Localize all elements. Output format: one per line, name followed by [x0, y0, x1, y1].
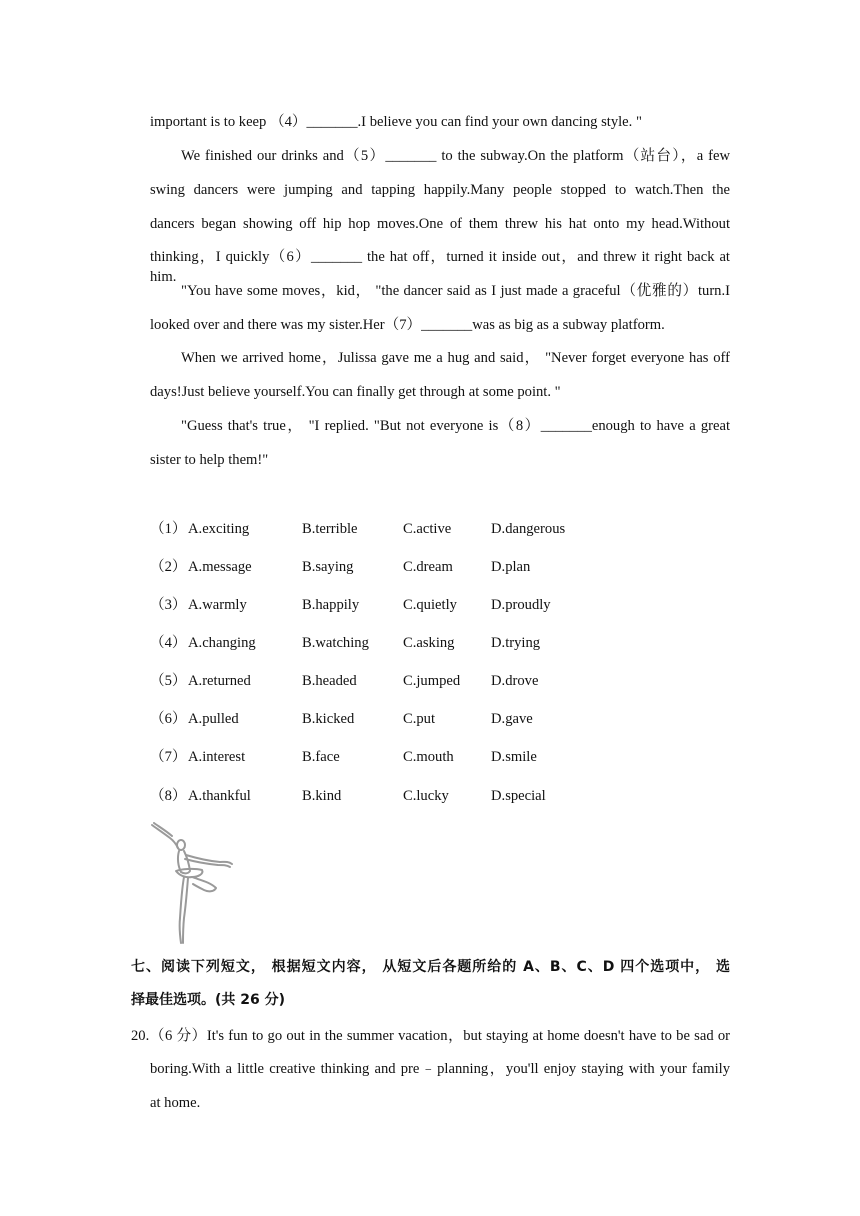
option-b: B.face [302, 749, 340, 765]
option-b: B.kicked [302, 711, 355, 727]
passage-line-11: sister to help them!" [150, 452, 269, 468]
option-d: D.dangerous [491, 521, 566, 537]
option-number: （8） [150, 788, 187, 804]
option-a: A.thankful [188, 788, 251, 804]
question-20-line-2: boring.With a little creative thinking and pre﹣planning，you'll enjoy staying with your family [150, 1061, 730, 1077]
passage-line-9: days!Just believe yourself.You can finally get through at some point. " [150, 384, 561, 400]
passage-line-6: "You have some moves，kid， "the dancer said as I just made a graceful（优雅的）turn.I [181, 283, 730, 299]
passage-line-7: looked over and there was my sister.Her（7）_______was as big as a subway platform. [150, 317, 665, 333]
option-a: A.message [188, 559, 252, 575]
option-b: B.headed [302, 673, 357, 689]
option-d: D.special [491, 788, 546, 804]
passage-line-1: important is to keep （4）_______.I believe you can find your own dancing style. " [150, 114, 642, 130]
section-heading-line-1: 七、阅读下列短文， 根据短文内容， 从短文后各题所给的 A、B、C、D 四个选项中， 选 [131, 959, 730, 975]
option-b: B.happily [302, 597, 360, 613]
option-b: B.watching [302, 635, 369, 651]
option-d: D.smile [491, 749, 537, 765]
option-a: A.changing [188, 635, 256, 651]
ballet-dancer-icon [148, 822, 234, 944]
option-c: C.quietly [403, 597, 457, 613]
option-number: （1） [150, 521, 187, 537]
passage-line-10: "Guess that's true， "I replied. "But not everyone is（8）_______enough to have a great [181, 418, 730, 434]
passage-line-8: When we arrived home，Julissa gave me a hug and said， "Never forget everyone has off [181, 350, 730, 366]
option-a: A.pulled [188, 711, 239, 727]
option-d: D.trying [491, 635, 541, 651]
option-number: （7） [150, 749, 187, 765]
option-c: C.mouth [403, 749, 454, 765]
option-number: （5） [150, 673, 187, 689]
option-c: C.jumped [403, 673, 461, 689]
option-b: B.terrible [302, 521, 358, 537]
option-a: A.returned [188, 673, 251, 689]
option-d: D.proudly [491, 597, 551, 613]
option-c: C.dream [403, 559, 453, 575]
passage-line-4: dancers began showing off hip hop moves.One of them threw his hat onto my head.Without [150, 216, 730, 232]
question-20-line-1: 20.（6 分）It's fun to go out in the summer vacation，but staying at home doesn't have to be sad or [131, 1028, 730, 1044]
passage-line-3: swing dancers were jumping and tapping happily.Many people stopped to watch.Then the [150, 182, 730, 198]
passage-line-5: thinking，I quickly（6）_______ the hat off，turned it inside out，and threw it right back at him. [150, 249, 730, 285]
option-a: A.interest [188, 749, 246, 765]
option-b: B.saying [302, 559, 354, 575]
option-c: C.put [403, 711, 436, 727]
option-d: D.drove [491, 673, 539, 689]
option-a: A.warmly [188, 597, 247, 613]
option-c: C.asking [403, 635, 455, 651]
option-c: C.lucky [403, 788, 449, 804]
option-a: A.exciting [188, 521, 250, 537]
option-number: （2） [150, 559, 187, 575]
question-20-line-3: at home. [150, 1095, 201, 1111]
section-heading-line-2: 择最佳选项。(共 26 分) [131, 992, 286, 1008]
passage-line-2: We finished our drinks and（5）_______ to the subway.On the platform（站台），a few [181, 148, 730, 164]
option-c: C.active [403, 521, 452, 537]
option-number: （6） [150, 711, 187, 727]
option-number: （4） [150, 635, 187, 651]
option-d: D.plan [491, 559, 531, 575]
option-d: D.gave [491, 711, 533, 727]
option-number: （3） [150, 597, 187, 613]
option-b: B.kind [302, 788, 342, 804]
